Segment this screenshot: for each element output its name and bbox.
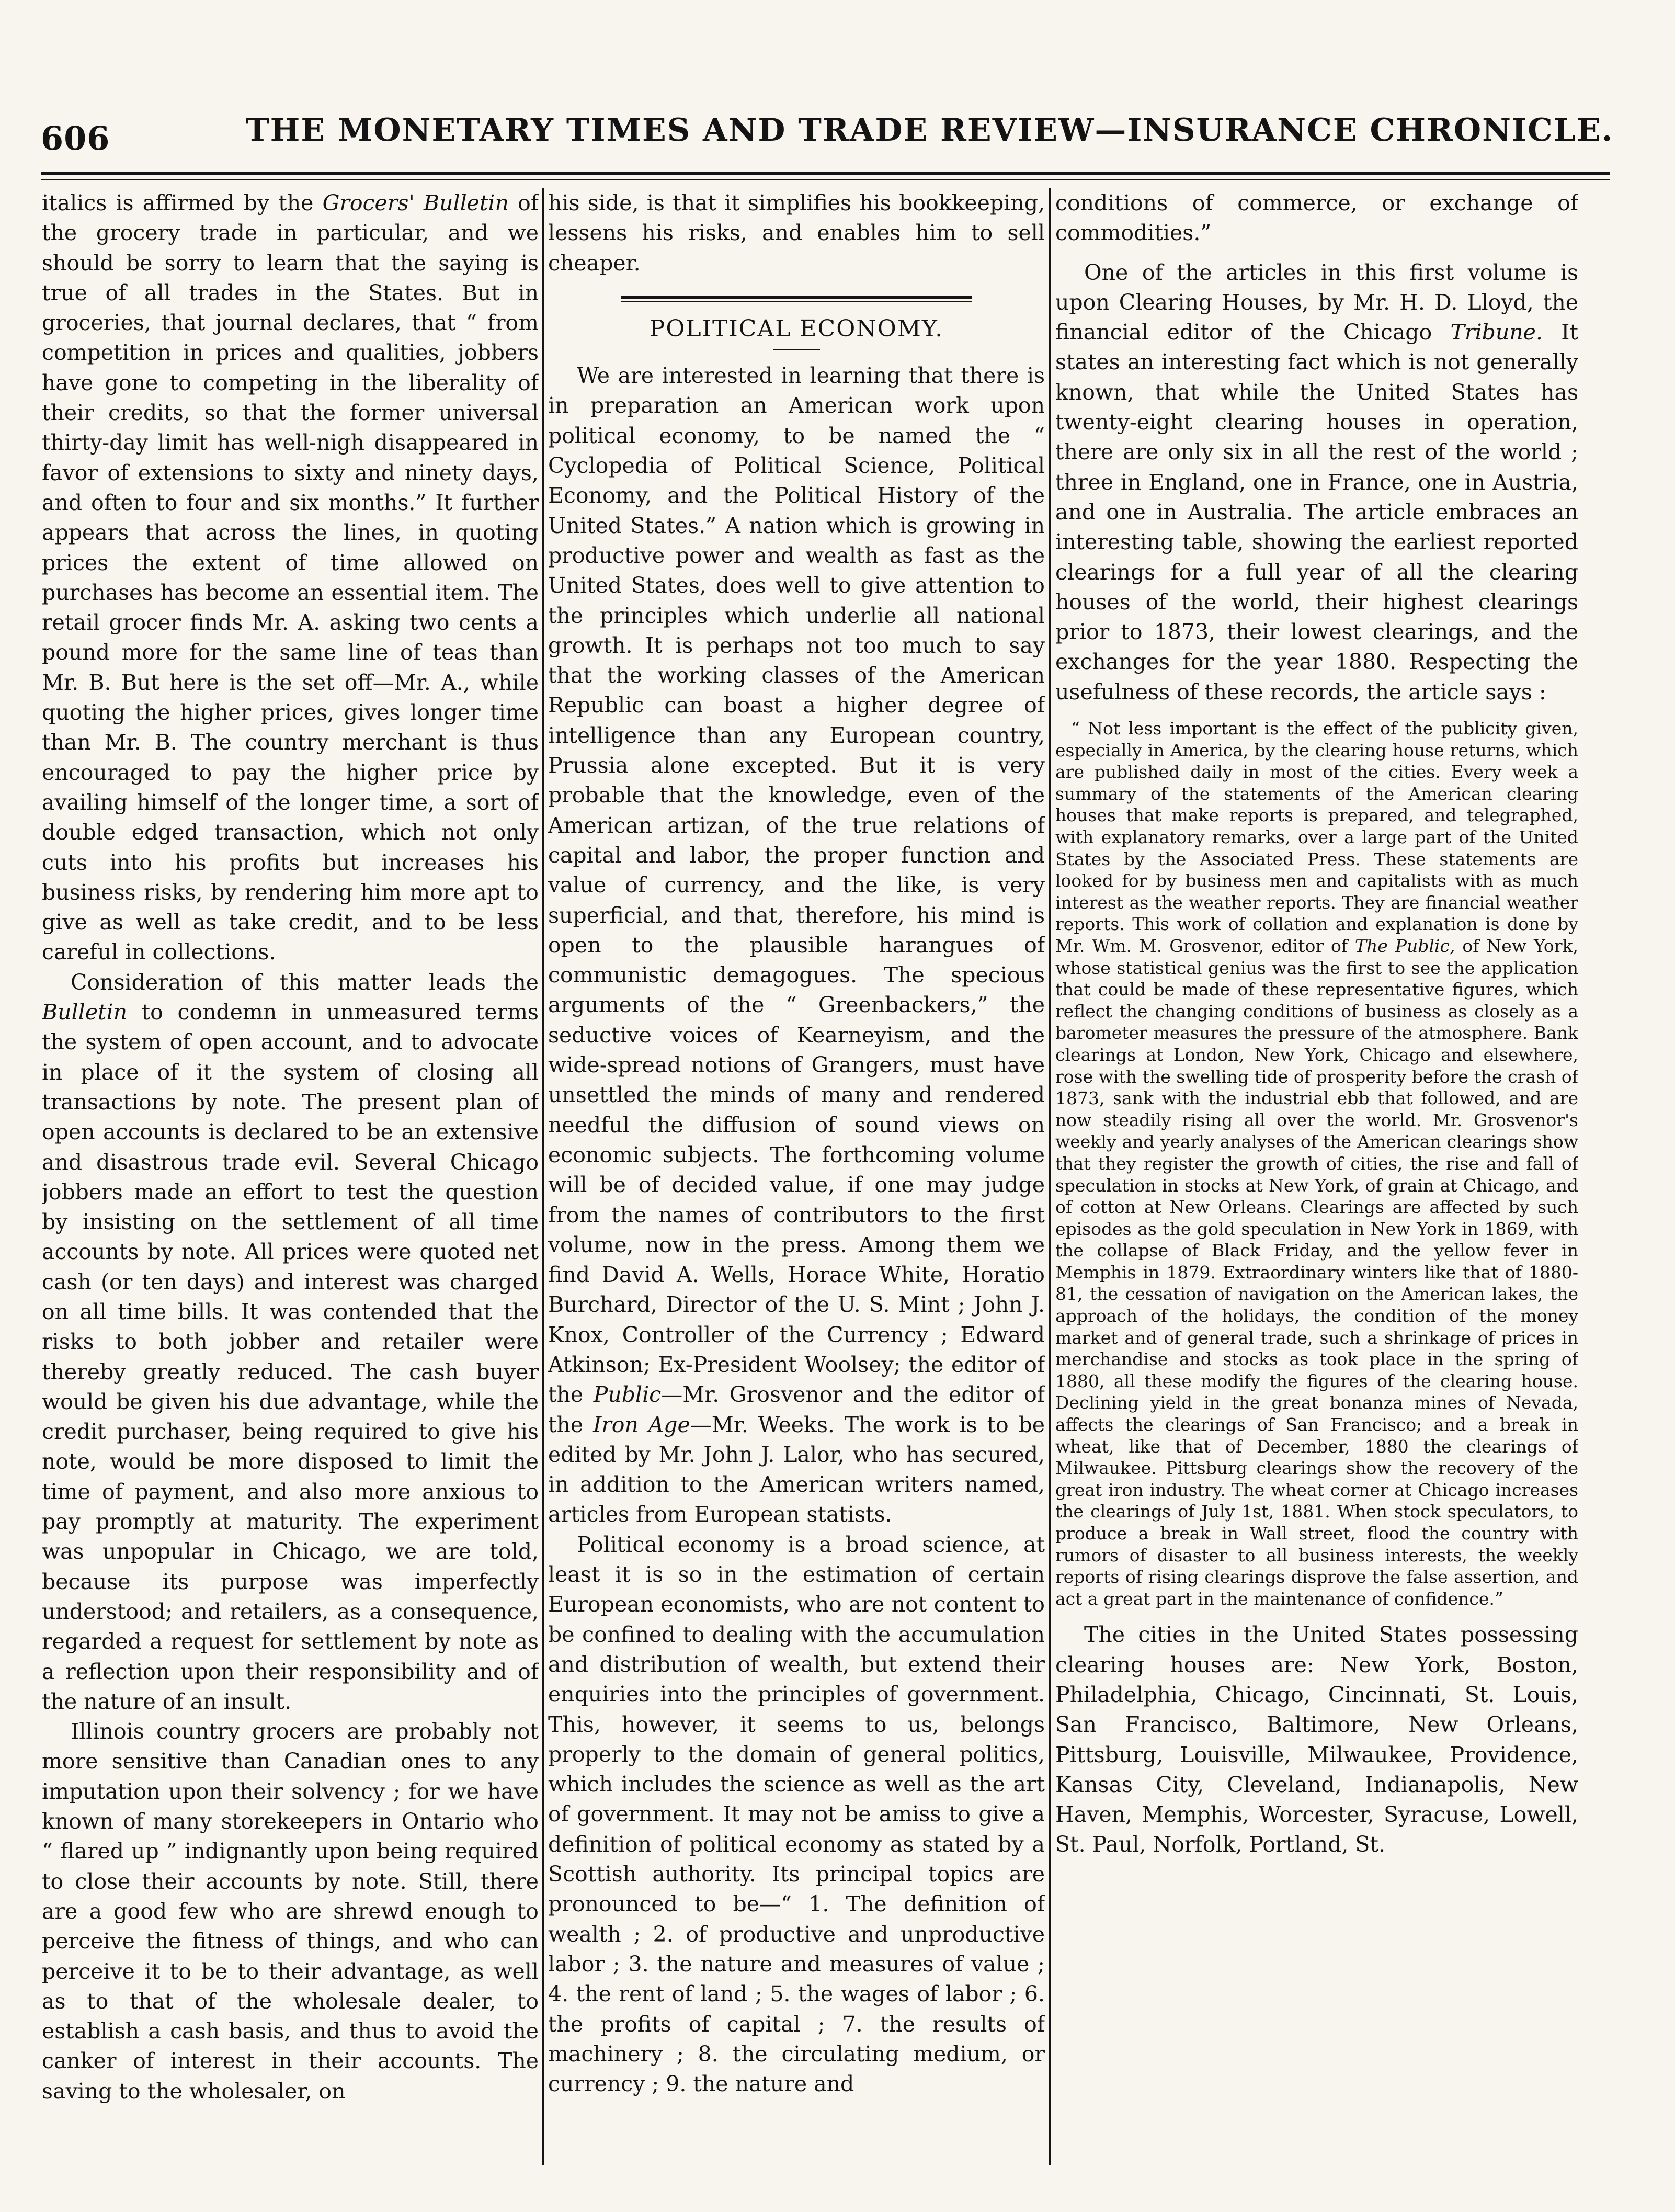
paragraph: Political economy is a broad science, at least it is so in the estimation of certain European economists, who are not content to be confined to dealing with the accumulation and distribution of wealth, but extend their enquiries into the principles of government. This, however, it seems to us, belongs properly to the domain of general politics, which includes the science as well as the art of government. It may not be amiss to give a definition of political economy as stated by a Scottish authority. Its principal topics are pronounced to be—“ 1. The definition of wealth ; 2. of productive and unproductive labor ; 3. the nature and measures of value ; 4. the rent of land ; 5. the wages of labor ; 6. the profits of capital ; 7. the results of machinery ; 8. the circulating medium, or currency ; 9. the nature and <box>548 1532 1045 2097</box>
text-run: to condemn in unmeasured terms the system of open account, and to advocate in place of it the system of closing all transactions by note. The present plan of open accounts is declared to be an extensive and disastrous trade evil. Several Chicago jobbers made an effort to test the question by insisting on the settlement of all time accounts by note. All prices were quoted net cash (or ten days) and interest was charged on all time bills. It was contended that the risks to both jobber and retailer were thereby greatly reduced. The cash buyer would be given his due advantage, while the credit purchaser, being required to give his note, would be more disposed to limit the time of payment, and also more anxious to pay promptly at maturity. The experiment was unpopular in Chicago, we are told, because its purpose was imperfectly understood; and retailers, as a consequence, regarded a request for settlement by note as a reflection upon their responsibility and of the nature of an insult. <box>42 1000 539 1714</box>
page-number: 606 <box>41 119 110 157</box>
text-run: —Mr. Grosvenor and the editor of the <box>548 1382 1045 1437</box>
masthead-title: THE MONETARY TIMES AND TRADE REVIEW—INSURANCE CHRONICLE. <box>246 112 1614 149</box>
section-heading: POLITICAL ECONOMY. <box>649 315 944 342</box>
italic-text: Bulletin <box>42 1000 128 1025</box>
paragraph <box>42 968 539 1717</box>
column-middle <box>548 188 1045 2165</box>
text-run: italics is affirmed by the <box>42 190 323 215</box>
column-left <box>42 188 539 2165</box>
text-run: One of the articles in this first volume is upon Clearing Houses, by Mr. H. D. Lloyd, the financial editor of the Chicago <box>1055 259 1578 345</box>
header-rule <box>41 172 1610 175</box>
paragraph: The cities in the United States possessing clearing houses are: New York, Boston, Philadelphia, Chicago, Cincinnati, St. Louis, San Francisco, Baltimore, New Orleans, Pittsburg, Louisville, Milwaukee, Providence, Kansas City, Cleveland, Indianapolis, New Haven, Memphis, Worcester, Syracuse, Lowell, St. Paul, Norfolk, Portland, St. <box>1055 1622 1578 1857</box>
text-run: It states an interesting fact which is not generally known, that while the United States has twenty-eight clearing houses in operation, there are only six in all the rest of the world ; three in England, one in France, one in Austria, and one in Australia. The article embraces an interesting table, showing the earliest reported clearings for a full year of all the clearing houses of the world, their highest clearings prior to 1873, their lowest clearings, and the exchanges for the year 1880. Respecting the usefulness of these records, the article says : <box>1055 320 1578 705</box>
column-divider <box>1049 188 1051 2165</box>
text-run: “ Not less important is the effect of the publicity given, especially in America, by the clearing house returns, which are published daily in most of the cities. Every week a summary of the statements of the American clearing houses that make reports is prepared, and telegraphed, with explanatory remarks, over a large part of the United States by the Associated Press. These statements are looked for by business men and capitalists with as much interest as the weather reports. They are financial weather reports. This work of collation and explanation is done by Mr. Wm. M. Grosvenor, editor of <box>1055 718 1578 956</box>
italic-text: Tribune. <box>1450 320 1543 345</box>
column-divider <box>542 188 544 2165</box>
text-run: We are interested in learning that there is in preparation an American work upon political economy, to be named the “ Cyclopedia of Political Science, Political Economy, and the Political History of the United States.” A nation which is growing in productive power and wealth as fast as the United States, does well to give attention to the principles which underlie all national growth. It is perhaps not too much to say that the working classes of the American Republic can boast a higher degree of intelligence than any European country, Prussia alone excepted. But it is very probable that the knowledge, even of the American artizan, of the true relations of capital and labor, the proper function and value of currency, and the like, is very superficial, and that, therefore, his mind is open to the plausible harangues of communistic demagogues. The specious arguments of the “ Greenbackers,” the seductive voices of Kearneyism, and the wide-spread notions of Grangers, must have unsettled the minds of many and rendered needful the diffusion of sound views on economic subjects. The forthcoming volume will be of decided value, if one may judge from the names of contributors to the first volume, now in the press. Among them we find David A. Wells, Horace White, Horatio Burchard, Director of the U. S. Mint ; John J. Knox, Controller of the Currency ; Edward Atkinson; Ex-President Woolsey; the editor of the <box>548 363 1045 1408</box>
italic-text: Public <box>593 1382 662 1408</box>
italic-text: The Public, <box>1355 935 1455 956</box>
heading-underline <box>773 349 820 350</box>
paragraph <box>42 188 539 968</box>
italic-text: Iron Age <box>592 1412 690 1437</box>
paragraph: conditions of commerce, or exchange of commodities.” <box>1055 190 1578 246</box>
text-run: of the grocery trade in particular, and we should be sorry to learn that the saying is true of all trades in the States. But in groceries, that journal declares, that “ from competition in prices and qualities, jobbers have gone to competing in the liberality of their credits, so that the former universal thirty-day limit has well-nigh disappeared in favor of extensions to sixty and ninety days, and often to four and six months.” It further appears that across the lines, in quoting prices the extent of time allowed on purchases has become an essential item. The retail grocer finds Mr. A. asking two cents a pound more for the same line of teas than Mr. B. But here is the set off—Mr. A., while quoting the higher prices, gives longer time than Mr. B. The country merchant is thus encouraged to pay the higher price by availing himself of the longer time, a sort of double edged transaction, which not only cuts into his profits but increases his business risks, by rendering him more apt to give as well as take credit, and to be less careful in collections. <box>42 190 539 965</box>
paragraph: his side, is that it simplifies his bookkeeping, lessens his risks, and enables him to sell cheaper. <box>548 190 1045 276</box>
section-rule-thin <box>621 301 972 302</box>
text-run: Consideration of this matter leads the <box>71 969 539 995</box>
section-rule <box>621 296 972 299</box>
text-run: of New York, whose statistical genius was the first to see the application that could be made of these representative figures, which reflect the changing conditions of business as closely as a barometer measures the pressure of the atmosphere. Bank clearings at London, New York, Chicago and elsewhere, rose with the swelling tide of prosperity before the crash of 1873, sank with the industrial ebb that followed, and are now steadily rising all over the world. Mr. Grosvenor's weekly and yearly analyses of the American clearings show that they register the growth of cities, the rise and fall of speculation in stocks at New York, of grain at Chicago, and of cotton at New Orleans. Clearings are affected by such episodes as the gold speculation in New York in 1869, with the collapse of Black Friday, and the yellow fever in Memphis in 1879. Extraordinary winters like that of 1880-81, the cessation of navigation on the American lakes, the approach of the holidays, the condition of the money market and of general trade, such a shrinkage of prices in merchandise and stocks as took place in the spring of 1880, all these modify the figures of the clearing house. Declining yield in the great bonanza mines of Nevada, affects the clearings of San Francisco; and a break in wheat, like that of December, 1880 the clearings of Milwaukee. Pittsburg clearings show the recovery of the great iron industry. The wheat corner at Chicago increases the clearings of July 1st, 1881. When stock speculators, to produce a break in Wall street, flood the country with rumors of disaster to all business interests, the weekly reports of rising clearings disprove the false assertion, and act a great part in the maintenance of confidence.” <box>1055 935 1578 1609</box>
column-right <box>1055 188 1578 2165</box>
header-rule-thin <box>41 179 1610 180</box>
paragraph: Illinois country grocers are probably not more sensitive than Canadian ones to any imputation upon their solvency ; for we have known of many storekeepers in Ontario who “ flared up ” indignantly upon being required to close their accounts by note. Still, there are a good few who are shrewd enough to perceive the fitness of things, and who can perceive it to be to their advantage, as well as to that of the wholesale dealer, to establish a cash basis, and thus to avoid the canker of interest in their accounts. The saving to the wholesaler, on <box>42 1719 539 2104</box>
italic-text: Grocers' Bulletin <box>322 190 509 215</box>
text-run: —Mr. Weeks. The work is to be edited by Mr. John J. Lalor, who has secured, in addition to the American writers named, articles from European statists. <box>548 1412 1045 1527</box>
paragraph <box>1055 258 1578 707</box>
paragraph <box>548 361 1045 1530</box>
block-quote <box>1055 718 1578 1609</box>
